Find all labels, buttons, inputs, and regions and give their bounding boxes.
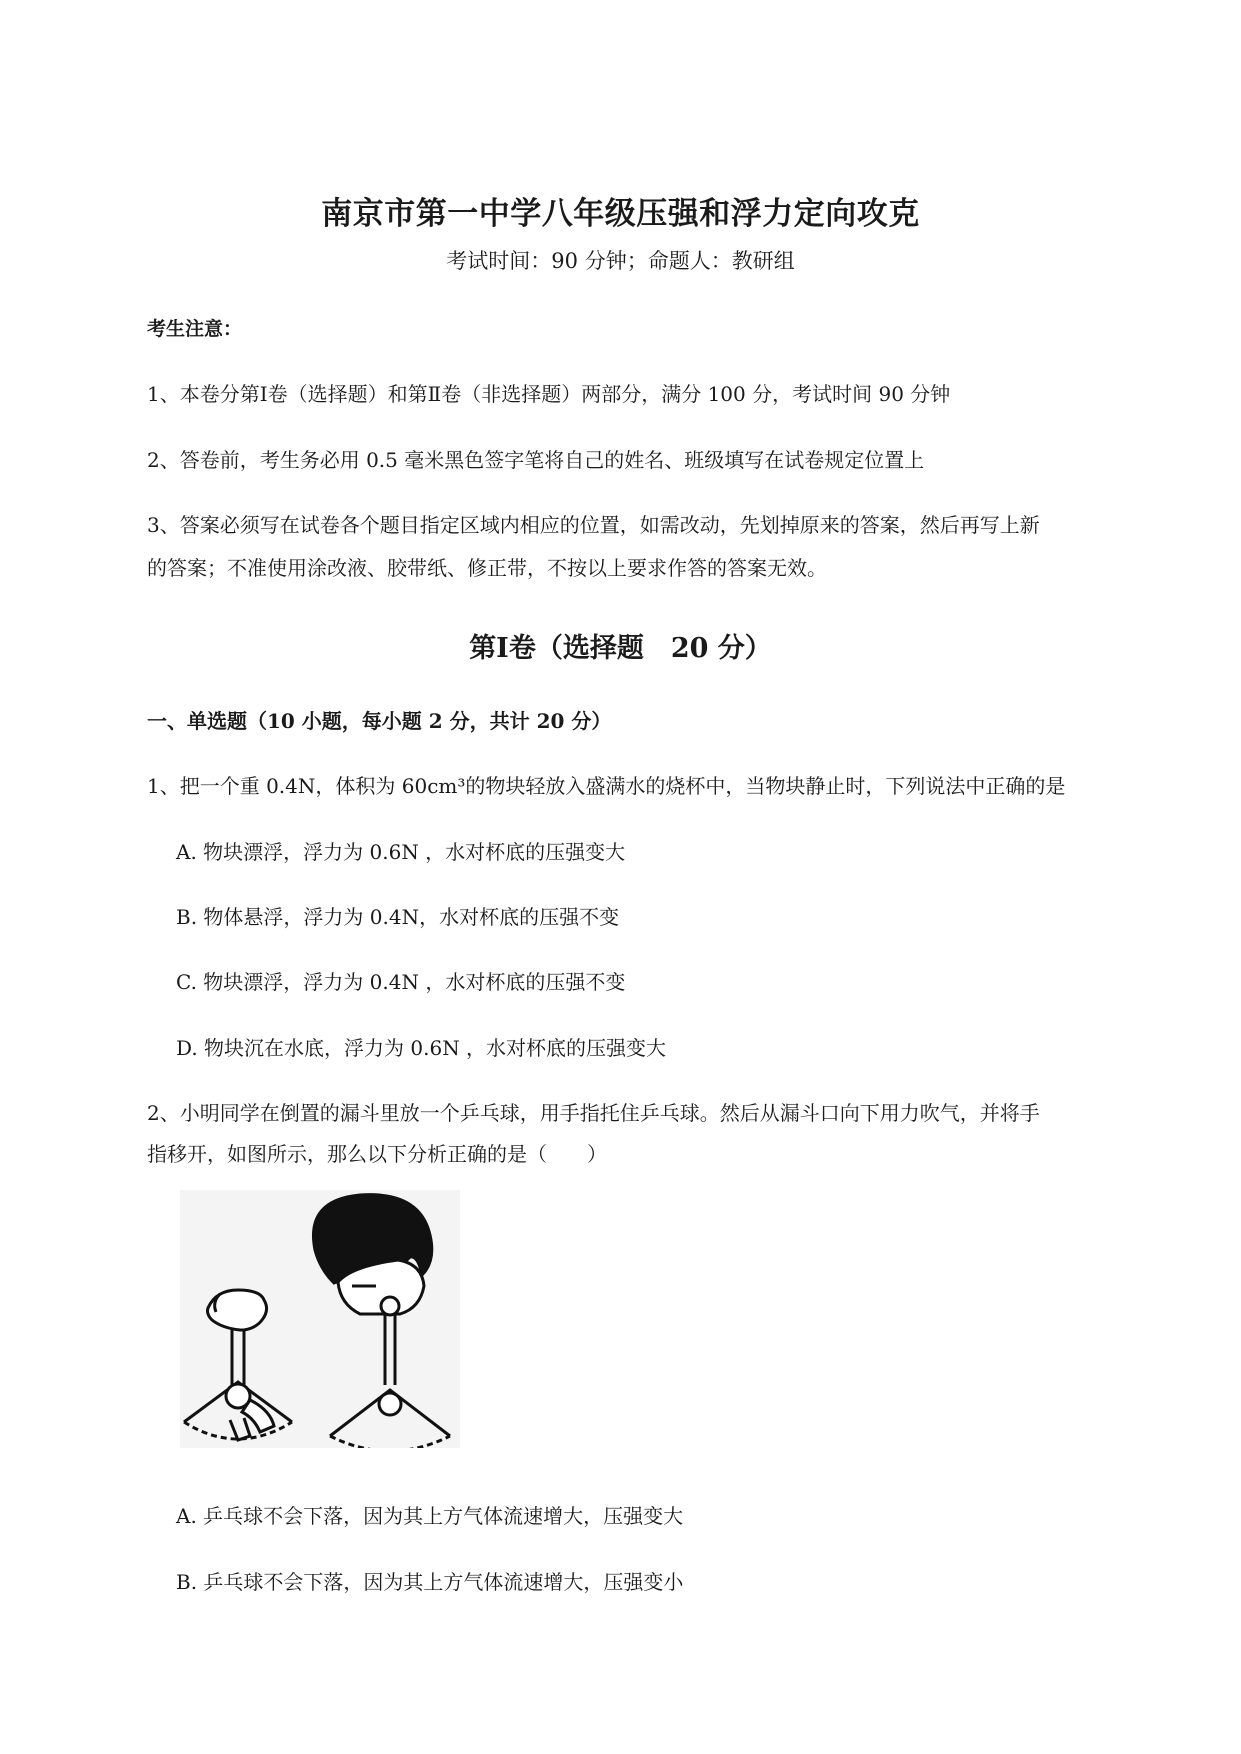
section-title: 第Ⅰ卷（选择题 20 分） bbox=[469, 633, 772, 664]
notice-item: 1、本卷分第Ⅰ卷（选择题）和第Ⅱ卷（非选择题）两部分，满分 100 分，考试时间 90 分钟 bbox=[147, 382, 951, 406]
question-1-stem: 1、把一个重 0.4N，体积为 60cm³的物块轻放入盛满水的烧杯中，当物块静止时，下列说法中正确的是 bbox=[147, 774, 1066, 798]
question-1-option-c: C. 物块漂浮，浮力为 0.4N ，水对杯底的压强不变 bbox=[176, 970, 626, 994]
question-2-stem: 2、小明同学在倒置的漏斗里放一个乒乓球，用手指托住乒乓球。然后从漏斗口向下用力吹气，并将手 bbox=[147, 1101, 1040, 1125]
funnel-pingpong-figure bbox=[180, 1190, 460, 1448]
question-1-option-d: D. 物块沉在水底，浮力为 0.6N ，水对杯底的压强变大 bbox=[176, 1036, 667, 1060]
notice-item: 2、答卷前，考生务必用 0.5 毫米黑色签字笔将自己的姓名、班级填写在试卷规定位置上 bbox=[147, 448, 925, 472]
notice-item: 3、答案必须写在试卷各个题目指定区域内相应的位置，如需改动，先划掉原来的答案，然后再写上新 bbox=[147, 513, 1040, 537]
question-2-option-b: B. 乒乓球不会下落，因为其上方气体流速增大，压强变小 bbox=[176, 1570, 684, 1594]
group-heading: 一、单选题（10 小题，每小题 2 分，共计 20 分） bbox=[147, 709, 612, 733]
question-1-option-b: B. 物体悬浮，浮力为 0.4N，水对杯底的压强不变 bbox=[176, 905, 620, 929]
question-2-option-a: A. 乒乓球不会下落，因为其上方气体流速增大，压强变大 bbox=[176, 1504, 684, 1528]
question-1-option-a: A. 物块漂浮，浮力为 0.6N ，水对杯底的压强变大 bbox=[176, 840, 626, 864]
exam-subtitle: 考试时间：90 分钟；命题人：教研组 bbox=[446, 249, 795, 273]
notice-item-continued: 的答案；不准使用涂改液、胶带纸、修正带，不按以上要求作答的答案无效。 bbox=[147, 556, 827, 580]
question-2-stem-continued: 指移开，如图所示，那么以下分析正确的是（ ） bbox=[147, 1142, 607, 1166]
page-title: 南京市第一中学八年级压强和浮力定向攻克 bbox=[321, 196, 920, 232]
notice-heading: 考生注意： bbox=[147, 318, 243, 340]
